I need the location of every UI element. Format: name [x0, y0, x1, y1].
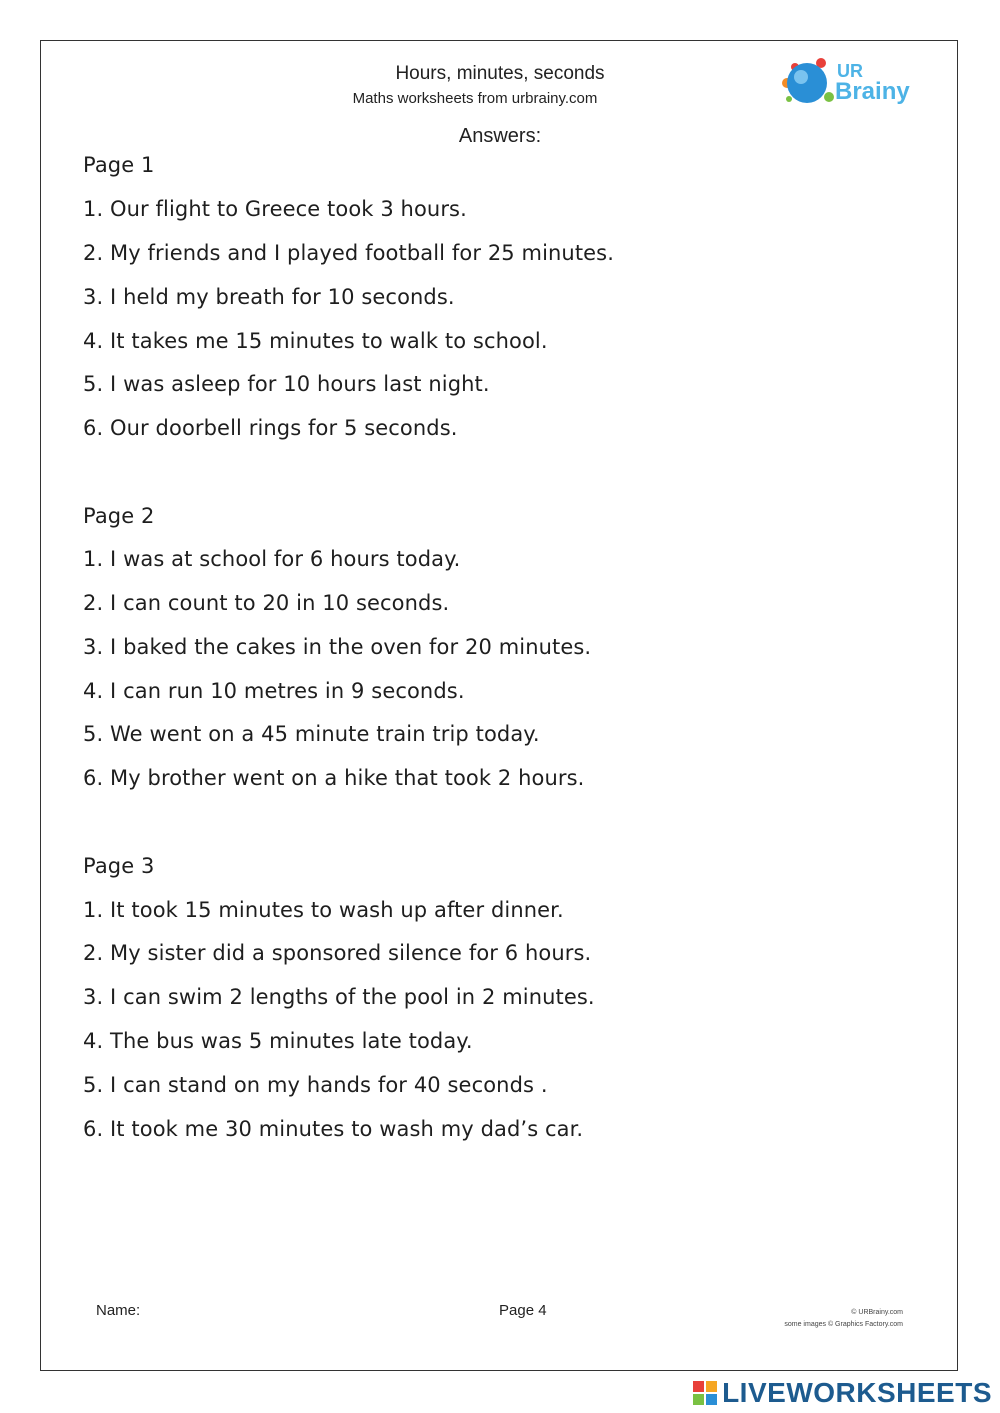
answer-line: 4. I can run 10 metres in 9 seconds. [83, 679, 465, 703]
page-number: Page 4 [499, 1302, 547, 1319]
section-title-page-2: Page 2 [83, 504, 155, 528]
logo-ur-text: UR [837, 61, 863, 81]
answer-line: 3. I held my breath for 10 seconds. [83, 285, 455, 309]
answer-line: 2. I can count to 20 in 10 seconds. [83, 591, 450, 615]
section-title-page-3: Page 3 [83, 854, 155, 878]
answer-line: 3. I can swim 2 lengths of the pool in 2 minutes. [83, 985, 595, 1009]
worksheet-title: Hours, minutes, seconds [395, 63, 605, 84]
answer-line: 5. I can stand on my hands for 40 seconds . [83, 1073, 548, 1097]
worksheet-page [40, 40, 958, 1371]
answer-line: 1. Our flight to Greece took 3 hours. [83, 197, 467, 221]
images-credit: some images © Graphics Factory.com [784, 1321, 903, 1328]
copyright-credit: © URBrainy.com [851, 1309, 903, 1316]
answers-heading: Answers: [458, 125, 542, 147]
answer-line: 2. My friends and I played football for 25 minutes. [83, 241, 615, 265]
answer-line: 4. The bus was 5 minutes late today. [83, 1029, 473, 1053]
answer-line: 1. I was at school for 6 hours today. [83, 547, 461, 571]
name-label: Name: [96, 1302, 141, 1319]
answer-line: 2. My sister did a sponsored silence for 6 hours. [83, 941, 592, 965]
liveworksheets-watermark [692, 1378, 992, 1408]
logo-brainy-text: Brainy [835, 78, 910, 105]
liveworksheets-text: LIVEWORKSHEETS [722, 1377, 992, 1408]
answer-line: 4. It takes me 15 minutes to walk to school. [83, 329, 548, 353]
answer-line: 5. We went on a 45 minute train trip today. [83, 722, 540, 746]
worksheet-subtitle: Maths worksheets from urbrainy.com [352, 90, 598, 107]
liveworksheets-icon [692, 1380, 718, 1406]
answer-line: 6. It took me 30 minutes to wash my dad’s car. [83, 1117, 584, 1141]
answer-line: 3. I baked the cakes in the oven for 20 minutes. [83, 635, 592, 659]
answer-line: 1. It took 15 minutes to wash up after dinner. [83, 898, 564, 922]
answer-line: 5. I was asleep for 10 hours last night. [83, 372, 490, 396]
answer-line: 6. My brother went on a hike that took 2 hours. [83, 766, 585, 790]
answer-line: 6. Our doorbell rings for 5 seconds. [83, 416, 458, 440]
section-title-page-1: Page 1 [83, 153, 155, 177]
urbrainy-logo [777, 53, 927, 113]
